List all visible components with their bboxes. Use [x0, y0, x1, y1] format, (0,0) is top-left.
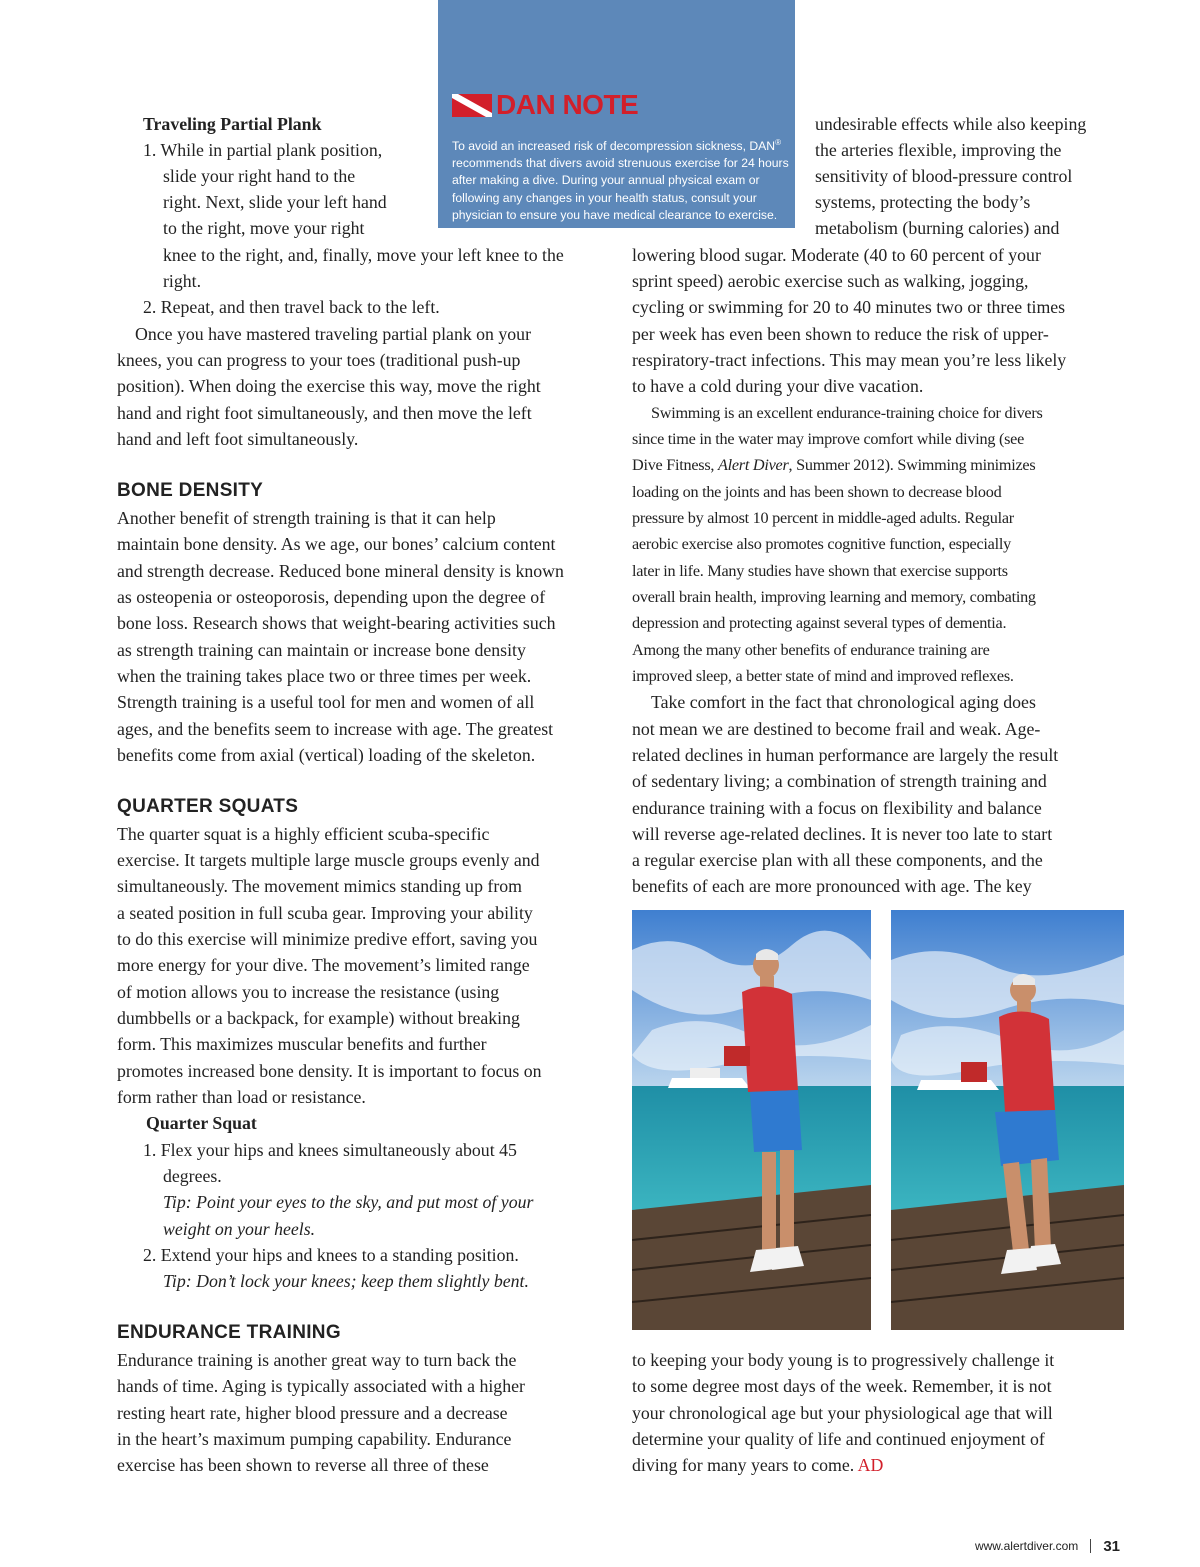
bone-density-line: bone loss. Research shows that weight-bearing activities such: [117, 613, 556, 633]
right-closing-line: to some degree most days of the week. Remember, it is not: [632, 1376, 1052, 1396]
heading-endurance-training: ENDURANCE TRAINING: [117, 1322, 341, 1343]
squat-tip-1-line: Tip: Point your eyes to the sky, and put most of your: [163, 1192, 534, 1212]
dan-note-header: [452, 89, 639, 120]
right-body-line: sprint speed) aerobic exercise such as walking, jogging,: [632, 271, 1029, 291]
registered-mark: ®: [775, 138, 782, 147]
comfort-line: benefits of each are more pronounced with age. The key: [632, 876, 1032, 896]
quarter-squats-line: promotes increased bone density. It is important to focus on: [117, 1061, 542, 1081]
endurance-line: resting heart rate, higher blood pressure and a decrease: [117, 1403, 508, 1423]
swimming-line: pressure by almost 10 percent in middle-aged adults. Regular: [632, 509, 1014, 527]
plank-paragraph-line: knees, you can progress to your toes (traditional push-up: [117, 350, 521, 370]
comfort-line: endurance training with a focus on flexibility and balance: [632, 798, 1042, 818]
heading-quarter-squats: QUARTER SQUATS: [117, 796, 299, 817]
dan-note-text-start: To avoid an increased risk of decompression sickness, DAN: [452, 139, 776, 154]
right-top-line: the arteries flexible, improving the: [815, 140, 1062, 160]
footer-url[interactable]: www.alertdiver.com: [974, 1539, 1079, 1553]
endurance-line: hands of time. Aging is typically associated with a higher: [117, 1376, 525, 1396]
plank-paragraph-line: hand and left foot simultaneously.: [117, 429, 359, 449]
footer-divider: [1090, 1539, 1091, 1553]
subtitle-quarter-squat: Quarter Squat: [146, 1113, 257, 1133]
plank-step-1-line: 1. While in partial plank position,: [143, 140, 383, 160]
quarter-squats-line: a seated position in full scuba gear. Improving your ability: [117, 903, 533, 923]
right-top-line: sensitivity of blood-pressure control: [815, 166, 1073, 186]
comfort-line: Take comfort in the fact that chronological aging does: [651, 692, 1036, 712]
squat-tip-1-line: weight on your heels.: [163, 1219, 316, 1239]
swimming-line: since time in the water may improve comfort while diving (see: [632, 430, 1025, 448]
comfort-line: a regular exercise plan with all these components, and the: [632, 850, 1043, 870]
quarter-squats-line: simultaneously. The movement mimics standing up from: [117, 876, 522, 896]
swimming-line: [632, 452, 1035, 478]
comfort-line: related declines in human performance are largely the result: [632, 745, 1059, 765]
squat-step-2: 2. Extend your hips and knees to a standing position.: [143, 1245, 519, 1265]
plank-step-1-line: slide your right hand to the: [163, 166, 356, 186]
right-last-line-text: diving for many years to come.: [632, 1455, 858, 1475]
endurance-line: in the heart’s maximum pumping capability. Endurance: [117, 1429, 512, 1449]
bone-density-line: Another benefit of strength training is that it can help: [117, 508, 496, 528]
quarter-squats-line: to do this exercise will minimize predive effort, saving you: [117, 929, 538, 949]
dan-note-title: DAN NOTE: [496, 89, 639, 120]
bone-density-line: maintain bone density. As we age, our bones’ calcium content: [117, 534, 556, 554]
right-closing-line: [632, 1452, 883, 1478]
plank-step-1-line: right. Next, slide your left hand: [163, 192, 387, 212]
dan-note-box: [438, 0, 795, 228]
page-footer: [975, 1536, 1120, 1556]
photo-quarter-squat-end: [891, 910, 1130, 1330]
plank-step-1-line: to the right, move your right: [163, 218, 365, 238]
plank-paragraph-line: hand and right foot simultaneously, and then move the left: [117, 403, 532, 423]
plank-step-1-line: knee to the right, and, finally, move your left knee to the: [163, 245, 564, 265]
right-body-line: lowering blood sugar. Moderate (40 to 60 percent of your: [632, 245, 1041, 265]
swimming-line: improved sleep, a better state of mind and improved reflexes.: [632, 667, 1014, 685]
page-number: 31: [1103, 1537, 1120, 1555]
swimming-citation-post: , Summer 2012). Swimming minimizes: [788, 456, 1036, 474]
dan-note-text: [452, 134, 790, 224]
right-closing-line: to keeping your body young is to progressively challenge it: [632, 1350, 1055, 1370]
dan-note-text-rest: recommends that divers avoid strenuous exercise for 24 hours after making a dive. During your annual physical exam or following any changes in your health status, consult your physician to ensure you have medical clearance to exercise.: [452, 156, 789, 222]
plank-paragraph-line: Once you have mastered traveling partial plank on your: [135, 324, 531, 344]
plank-step-2: 2. Repeat, and then travel back to the left.: [143, 297, 440, 317]
bone-density-line: Strength training is a useful tool for men and women of all: [117, 692, 535, 712]
squat-tip-2: Tip: Don’t lock your knees; keep them slightly bent.: [163, 1271, 529, 1291]
right-top-line: metabolism (burning calories) and: [815, 218, 1060, 238]
endurance-line: Endurance training is another great way to turn back the: [117, 1350, 517, 1370]
bone-density-line: as osteopenia or osteoporosis, depending upon the degree of: [117, 587, 546, 607]
photo-quarter-squat-start: [632, 910, 871, 1330]
swimming-line: Among the many other benefits of endurance training are: [632, 641, 990, 659]
end-mark-ad: AD: [857, 1455, 884, 1475]
bone-density-line: when the training takes place two or three times per week.: [117, 666, 532, 686]
swimming-citation-title: Alert Diver: [717, 456, 789, 474]
swimming-line: aerobic exercise also promotes cognitive function, especially: [632, 535, 1011, 553]
swimming-line: Swimming is an excellent endurance-training choice for divers: [651, 404, 1043, 422]
swimming-citation-pre: Dive Fitness,: [632, 456, 718, 474]
quarter-squats-line: form. This maximizes muscular benefits and further: [117, 1034, 487, 1054]
quarter-squats-line: The quarter squat is a highly efficient scuba-specific: [117, 824, 490, 844]
bone-density-line: benefits come from axial (vertical) loading of the skeleton.: [117, 745, 536, 765]
heading-bone-density: BONE DENSITY: [117, 480, 264, 501]
endurance-line: exercise has been shown to reverse all three of these: [117, 1455, 489, 1475]
quarter-squats-line: form rather than load or resistance.: [117, 1087, 366, 1107]
quarter-squats-line: dumbbells or a backpack, for example) without breaking: [117, 1008, 520, 1028]
right-closing-line: your chronological age but your physiological age that will: [632, 1403, 1053, 1423]
photo-illustration: [891, 910, 1124, 1330]
swimming-line: loading on the joints and has been shown to decrease blood: [632, 483, 1002, 501]
bone-density-line: as strength training can maintain or increase bone density: [117, 640, 526, 660]
quarter-squats-line: of motion allows you to increase the resistance (using: [117, 982, 500, 1002]
plank-step-1-line: right.: [163, 271, 202, 291]
comfort-line: not mean we are destined to become frail and weak. Age-: [632, 719, 1041, 739]
comfort-line: will reverse age-related declines. It is never too late to start: [632, 824, 1053, 844]
right-body-line: per week has even been shown to reduce the risk of upper-: [632, 324, 1049, 344]
comfort-line: of sedentary living; a combination of strength training and: [632, 771, 1047, 791]
right-body-line: respiratory-tract infections. This may mean you’re less likely: [632, 350, 1067, 370]
right-top-line: systems, protecting the body’s: [815, 192, 1031, 212]
squat-step-1-line: degrees.: [163, 1166, 222, 1186]
photo-illustration: [632, 910, 871, 1330]
squat-step-1-line: 1. Flex your hips and knees simultaneously about 45: [143, 1140, 517, 1160]
swimming-line: depression and protecting against several types of dementia.: [632, 614, 1007, 632]
bone-density-line: ages, and the benefits seem to increase with age. The greatest: [117, 719, 554, 739]
dive-flag-icon: [452, 94, 492, 117]
subtitle-traveling-partial-plank: Traveling Partial Plank: [143, 114, 322, 134]
right-body-line: cycling or swimming for 20 to 40 minutes two or three times: [632, 297, 1066, 317]
right-closing-line: determine your quality of life and continued enjoyment of: [632, 1429, 1045, 1449]
swimming-line: later in life. Many studies have shown that exercise supports: [632, 562, 1008, 580]
swimming-line: overall brain health, improving learning and memory, combating: [632, 588, 1036, 606]
right-top-line: undesirable effects while also keeping: [815, 114, 1087, 134]
bone-density-line: and strength decrease. Reduced bone mineral density is known: [117, 561, 564, 581]
quarter-squats-line: more energy for your dive. The movement’s limited range: [117, 955, 530, 975]
right-body-line: to have a cold during your dive vacation.: [632, 376, 924, 396]
plank-paragraph-line: position). When doing the exercise this way, move the right: [117, 376, 541, 396]
quarter-squats-line: exercise. It targets multiple large muscle groups evenly and: [117, 850, 540, 870]
